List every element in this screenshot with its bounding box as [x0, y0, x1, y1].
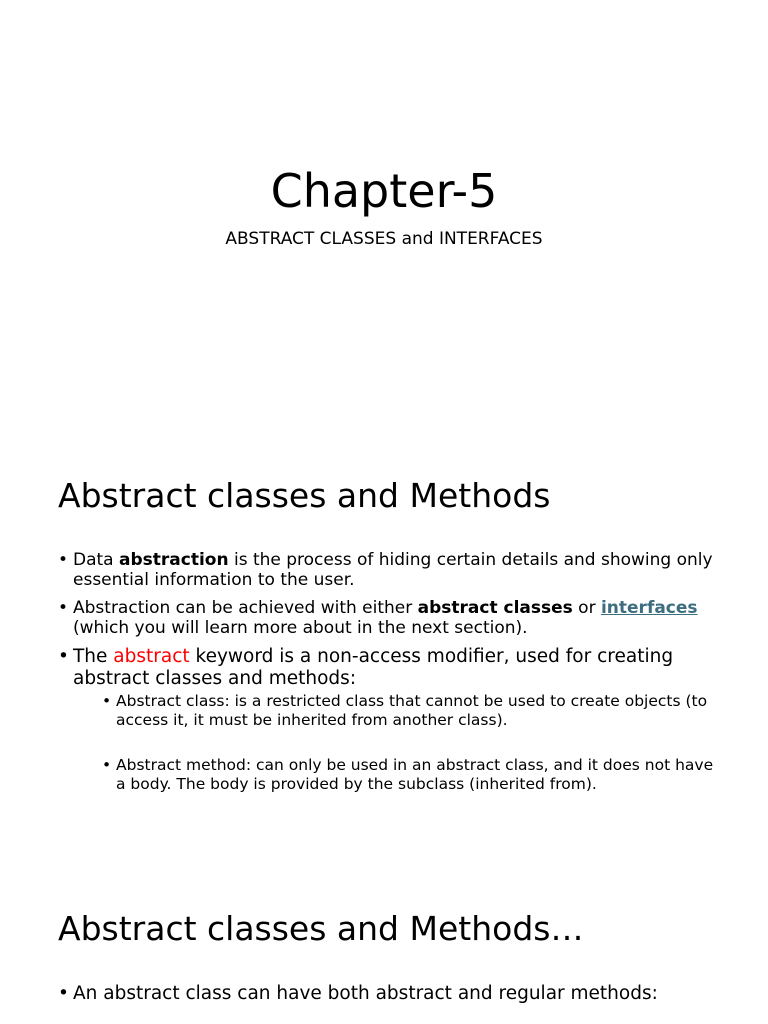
slide-heading: Abstract classes and Methods	[58, 476, 551, 515]
slide-title	[0, 0, 768, 432]
sub-bullet-list	[102, 692, 718, 794]
slide-abstract-classes-continued	[0, 864, 768, 1024]
interfaces-link[interactable]: interfaces	[600, 598, 698, 618]
bullet-dot-icon: •	[58, 646, 69, 667]
sub-bullet-abstract-class	[102, 692, 718, 730]
slide-abstract-classes	[0, 432, 768, 864]
chapter-subtitle: ABSTRACT CLASSES and INTERFACES	[225, 229, 543, 249]
text-run: or	[572, 598, 601, 618]
bullet-list	[58, 983, 718, 1007]
text-run: Abstract method: can only be used in an abstract class, and it does not have a body. The body is provided by the subclass (inherited from).	[116, 756, 714, 793]
bullet-dot-icon: •	[58, 598, 69, 618]
bold-term: abstraction	[119, 550, 229, 570]
bullet-dot-icon: •	[58, 983, 69, 1004]
bullet-list	[58, 550, 718, 796]
text-run: (which you will learn more about in the next section).	[73, 618, 528, 638]
keyword-highlight: abstract	[113, 646, 190, 667]
text-run: keyword is a non-access modifier, used for creating abstract classes and methods:	[73, 646, 674, 689]
text-run: An abstract class can have both abstract and regular methods:	[73, 983, 658, 1004]
bullet-item-data-abstraction	[58, 550, 718, 590]
bullet-item-abstract-keyword	[58, 646, 718, 794]
bullet-item-both-methods	[58, 983, 718, 1005]
bullet-item-achieve-abstraction	[58, 598, 718, 638]
text-run: is the process of hiding certain details and showing only essential information to the user.	[73, 550, 713, 590]
bold-term: abstract classes	[417, 598, 573, 618]
slide-heading: Abstract classes and Methods…	[58, 909, 584, 948]
sub-bullet-abstract-method	[102, 756, 718, 794]
text-run: Data	[73, 550, 119, 570]
bullet-dot-icon: •	[102, 692, 112, 710]
bullet-dot-icon: •	[102, 756, 112, 774]
chapter-title: Chapter-5	[270, 164, 498, 218]
text-run: Abstract class: is a restricted class that cannot be used to create objects (to access it, it must be inherited from another class).	[116, 692, 708, 729]
bullet-dot-icon: •	[58, 550, 69, 570]
text-run: Abstraction can be achieved with either	[73, 598, 418, 618]
text-run: The	[73, 646, 114, 667]
